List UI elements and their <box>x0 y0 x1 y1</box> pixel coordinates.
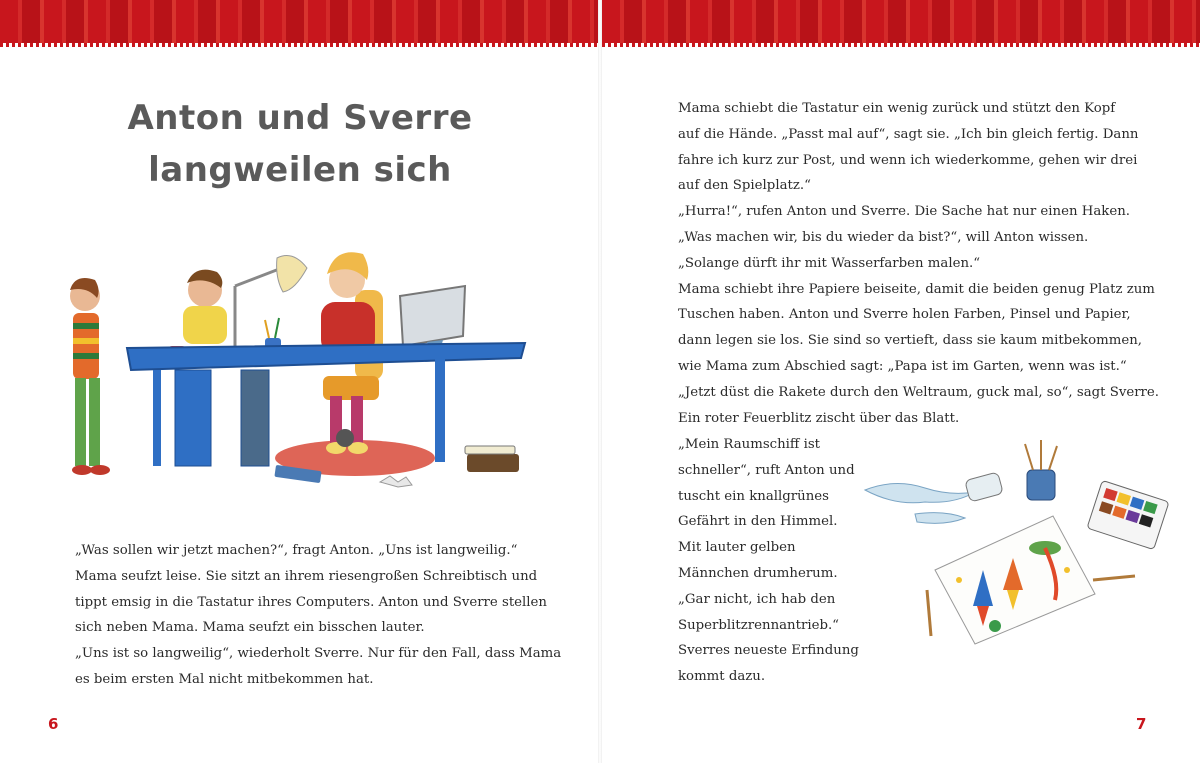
narrow-text-line: „Mein Raumschiff ist <box>678 437 821 452</box>
right-text-line: „Was machen wir, bis du wieder da bist?“, will Anton wissen. <box>678 229 1089 245</box>
desk-illustration <box>55 228 535 500</box>
page-number-right: 7 <box>1136 715 1147 733</box>
right-page-text <box>678 96 1159 431</box>
right-band-edge <box>602 43 1200 47</box>
narrow-text-line: Gefährt in den Himmel. <box>678 514 838 530</box>
right-text-line: „Solange dürft ihr mit Wasserfarben malen.“ <box>678 255 981 271</box>
right-text-line: Mama schiebt ihre Papiere beiseite, damit die beiden genug Platz zum <box>678 281 1155 297</box>
anton-figure <box>70 278 110 475</box>
desk-top <box>127 343 525 370</box>
left-header-band <box>0 0 598 43</box>
left-text-line: sich neben Mama. Mama seufzt ein bisschen lauter. <box>75 620 425 636</box>
right-text-line: Mama schiebt die Tastatur ein wenig zurück und stützt den Kopf <box>678 101 1116 116</box>
left-page-text <box>75 538 561 693</box>
narrow-text-line: Männchen drumherum. <box>678 565 838 581</box>
right-text-line: auf die Hände. „Passt mal auf“, sagt sie. „Ich bin gleich fertig. Dann <box>678 126 1139 142</box>
narrow-text-line: kommt dazu. <box>678 669 766 685</box>
right-text-line: dann legen sie los. Sie sind so vertieft, dass sie kaum mitbekommen, <box>678 333 1143 349</box>
left-text-line: „Was sollen wir jetzt machen?“, fragt Anton. „Uns ist langweilig.“ <box>75 543 518 558</box>
chapter-title <box>100 92 500 196</box>
narrow-text-line: tuscht ein knallgrünes <box>678 488 829 504</box>
narrow-text-line: Sverres neueste Erfindung <box>678 643 859 659</box>
narrow-text-line: Mit lauter gelben <box>678 540 796 556</box>
left-band-edge <box>0 43 598 47</box>
right-narrow-text <box>678 432 859 690</box>
right-text-line: auf den Spielplatz.“ <box>678 178 811 194</box>
narrow-text-line: Superblitzrennantrieb.“ <box>678 617 839 633</box>
page-gutter <box>598 0 602 763</box>
chapter-title-line-1: Anton und Sverre <box>127 98 473 138</box>
right-text-line: „Hurra!“, rufen Anton und Sverre. Die Sache hat nur einen Haken. <box>678 204 1130 220</box>
right-text-line: Tuschen haben. Anton und Sverre holen Farben, Pinsel und Papier, <box>678 307 1131 323</box>
page-number-left: 6 <box>48 715 59 733</box>
left-text-line: tippt emsig in die Tastatur ihres Computers. Anton und Sverre stellen <box>75 594 547 610</box>
left-text-line: es beim ersten Mal nicht mitbekommen hat. <box>75 671 374 687</box>
right-text-line: fahre ich kurz zur Post, und wenn ich wiederkomme, gehen wir drei <box>678 152 1138 168</box>
chapter-title-line-2: langweilen sich <box>148 150 452 190</box>
painting-illustration <box>855 440 1175 650</box>
left-text-line: Mama seufzt leise. Sie sitzt an ihrem riesengroßen Schreibtisch und <box>75 568 538 584</box>
sverre-figure <box>183 270 227 344</box>
right-header-band <box>602 0 1200 43</box>
right-text-line: wie Mama zum Abschied sagt: „Papa ist im Garten, wenn was ist.“ <box>678 358 1127 374</box>
left-text-line: „Uns ist so langweilig“, wiederholt Sverre. Nur für den Fall, dass Mama <box>75 646 562 662</box>
right-text-line: Ein roter Feuerblitz zischt über das Blatt. <box>678 410 960 426</box>
narrow-text-line: schneller“, ruft Anton und <box>678 462 855 478</box>
right-text-line: „Jetzt düst die Rakete durch den Weltraum, guck mal, so“, sagt Sverre. <box>678 384 1160 400</box>
narrow-text-line: „Gar nicht, ich hab den <box>678 591 836 607</box>
